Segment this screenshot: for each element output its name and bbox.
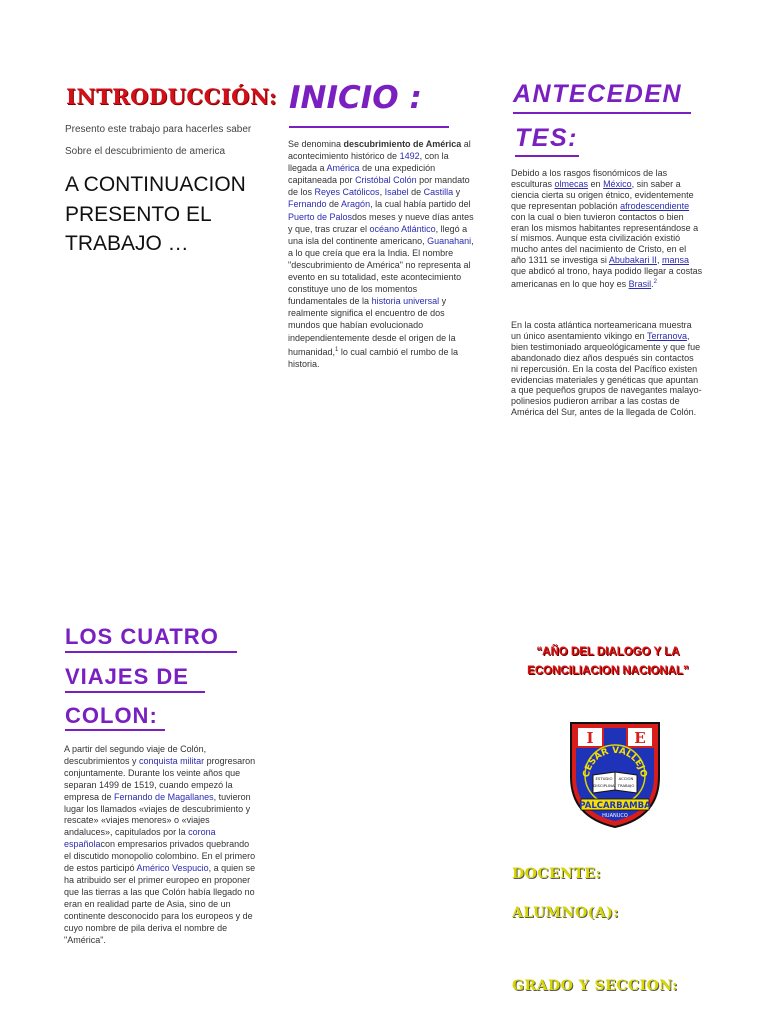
- link-oceano-atlantico[interactable]: océano Atlántico: [369, 223, 436, 234]
- logo-banner-text: PALCARBAMBA: [579, 801, 651, 811]
- alumno-label: ALUMNO(A):: [512, 905, 619, 921]
- link-isabel[interactable]: Isabel: [384, 187, 409, 198]
- viajes-underline-1: [65, 651, 237, 653]
- link-guanahani[interactable]: Guanahani: [427, 235, 472, 246]
- viajes-title-line-1: LOS CUATRO: [65, 624, 219, 649]
- link-terranova[interactable]: Terranova: [646, 330, 687, 341]
- link-aragon[interactable]: Aragón: [341, 199, 371, 210]
- logo-book-text-2: ACCION: [618, 776, 634, 781]
- link-americo-vespucio[interactable]: Américo Vespucio: [136, 863, 209, 874]
- footnote-ref[interactable]: 2: [653, 279, 657, 286]
- logo-book-text-4: TRABAJO: [617, 783, 635, 788]
- antecedentes-paragraph-1: Debido a los rasgos fisonómicos de las esculturas olmecas en México, sin saber a ciencia cierta su origen étnico, evidentemente que representan población afrodescendiente con la cual o bien tuvieron contactos o bien eran los mismos habitantes representándose a sí mismos. Aunque esta civilización existió mucho antes del nacimiento de Cristo, en el año 1311 se investiga si Abubakari II, mansa que abdicó al trono, haya podido llegar a costas americanas en lo que hoy es Brasil.$^2$: [511, 168, 703, 290]
- logo-place-text: HUANUCO: [602, 813, 628, 819]
- link-brasil[interactable]: Brasil: [628, 279, 652, 290]
- footnote-ref[interactable]: 1: [335, 346, 339, 353]
- intro-line-1: Presento este trabajo para hacerles saber: [65, 124, 252, 135]
- intro-big-text: A CONTINUACION PRESENTO EL TRABAJO …: [65, 173, 246, 255]
- grado-seccion-label: GRADO Y SECCION:: [512, 978, 678, 994]
- logo-book-text-3: DISCIPLINA: [593, 783, 615, 788]
- viajes-underline-3: [65, 729, 165, 731]
- school-shield-logo: [565, 717, 665, 829]
- link-conquista-militar[interactable]: conquista militar: [139, 755, 205, 766]
- link-fernando-de-magallanes[interactable]: Fernando de Magallanes: [114, 791, 214, 802]
- link-afrodescendiente[interactable]: afrodescendiente: [620, 200, 690, 211]
- intro-title: INTRODUCCIÓN:: [66, 84, 278, 109]
- antecedentes-title-line-2: TES:: [515, 124, 578, 152]
- motto-text: “AÑO DEL DIALOGO Y LA ECONCILIACION NACIONAL”: [527, 646, 689, 677]
- link-olmecas[interactable]: olmecas: [554, 178, 589, 189]
- antecedentes-underline-1: [513, 112, 691, 114]
- link-mexico[interactable]: México: [603, 178, 632, 189]
- viajes-title-line-3: COLON:: [65, 703, 158, 728]
- logo-letter-i: I: [586, 729, 594, 747]
- link-abubakari-ii[interactable]: Abubakari II: [608, 255, 657, 266]
- link-historia-universal[interactable]: historia universal: [371, 296, 440, 307]
- link-cristobal-colon[interactable]: Cristóbal Colón: [355, 175, 417, 186]
- logo-arc-text: CESAR VALLEJO: [581, 745, 649, 779]
- logo-book-text-1: ESTUDIO: [595, 776, 613, 781]
- viajes-underline-2: [65, 691, 205, 693]
- antecedentes-paragraph-2: En la costa atlántica norteamericana muestra un único asentamiento vikingo en Terranova, bien testimoniado arqueológicamente y que fue abandonado diez años después sin contactos ni repercusión. En la costa del Pacífico existen evidencias materiales y genéticas que apuntan a que pequeños grupos de navegantes malayo-polinesios pudieron arribar a las costas de América del Sur, antes de la llegada de Colón.: [511, 320, 702, 418]
- logo-letter-e: E: [634, 729, 646, 747]
- inicio-title: INICIO :: [289, 80, 422, 116]
- inicio-title-underline: [289, 126, 449, 128]
- intro-line-2: Sobre el descubrimiento de america: [65, 146, 226, 157]
- link-1492[interactable]: 1492: [399, 151, 420, 162]
- link-castilla[interactable]: Castilla: [423, 187, 454, 198]
- docente-label: DOCENTE:: [512, 866, 602, 882]
- viajes-title-line-2: VIAJES DE: [65, 664, 189, 689]
- link-mansa[interactable]: mansa: [661, 255, 689, 266]
- antecedentes-underline-2: [515, 155, 579, 157]
- link-reyes-catolicos[interactable]: Reyes Católicos: [314, 187, 380, 198]
- inicio-paragraph: Se denomina descubrimiento de América al acontecimiento histórico de 1492, con la llegada a América de una expedición capitaneada por Cristóbal Colón por mandato de los Reyes Católicos, Isabel de Castilla y Fernando de Aragón, la cual había partido del Puerto de Palosdos meses y nueve días antes y que, tras cruzar el océano Atlántico, llegó a una isla del continente americano, Guanahani, a lo que creía que era la India. El nombre "descubrimiento de América" no representa al evento en su totalidad, este acontecimiento constituye uno de los momentos fundamentales de la historia universal y realmente significa el encuentro de dos mundos que habían evolucionado independientemente desde el origen de la humanidad,$^1$ lo cual cambió el rumbo de la historia.: [288, 139, 474, 369]
- link-corona-espanola[interactable]: corona española: [64, 827, 216, 850]
- link-fernando[interactable]: Fernando: [288, 199, 327, 210]
- link-puerto-de-palos[interactable]: Puerto de Palos: [288, 211, 353, 222]
- antecedentes-title-line-1: ANTECEDEN: [513, 80, 683, 108]
- link-america[interactable]: América: [326, 163, 360, 174]
- viajes-paragraph: A partir del segundo viaje de Colón, descubrimientos y conquista militar progresaron conjuntamente. Durante los veinte años que separan 1499 de 1519, cuando empezó la empresa de Fernando de Magallanes, tuvieron lugar los llamados «viajes de descubrimiento y rescate» «viajes menores» o «viajes andaluces», capitulados por la corona españolacon empresarios privados quebrando el discutido monopolio colombino. En el primero de estos participó Américo Vespucio, a quien se ha atribuido ser el primer europeo en proponer que las tierras a las que Colón había llegado no eran en realidad parte de Asia, sino de un continente desconocido para los europeos y de cuyo nombre de pila deriva el nombre de "América".: [64, 744, 256, 945]
